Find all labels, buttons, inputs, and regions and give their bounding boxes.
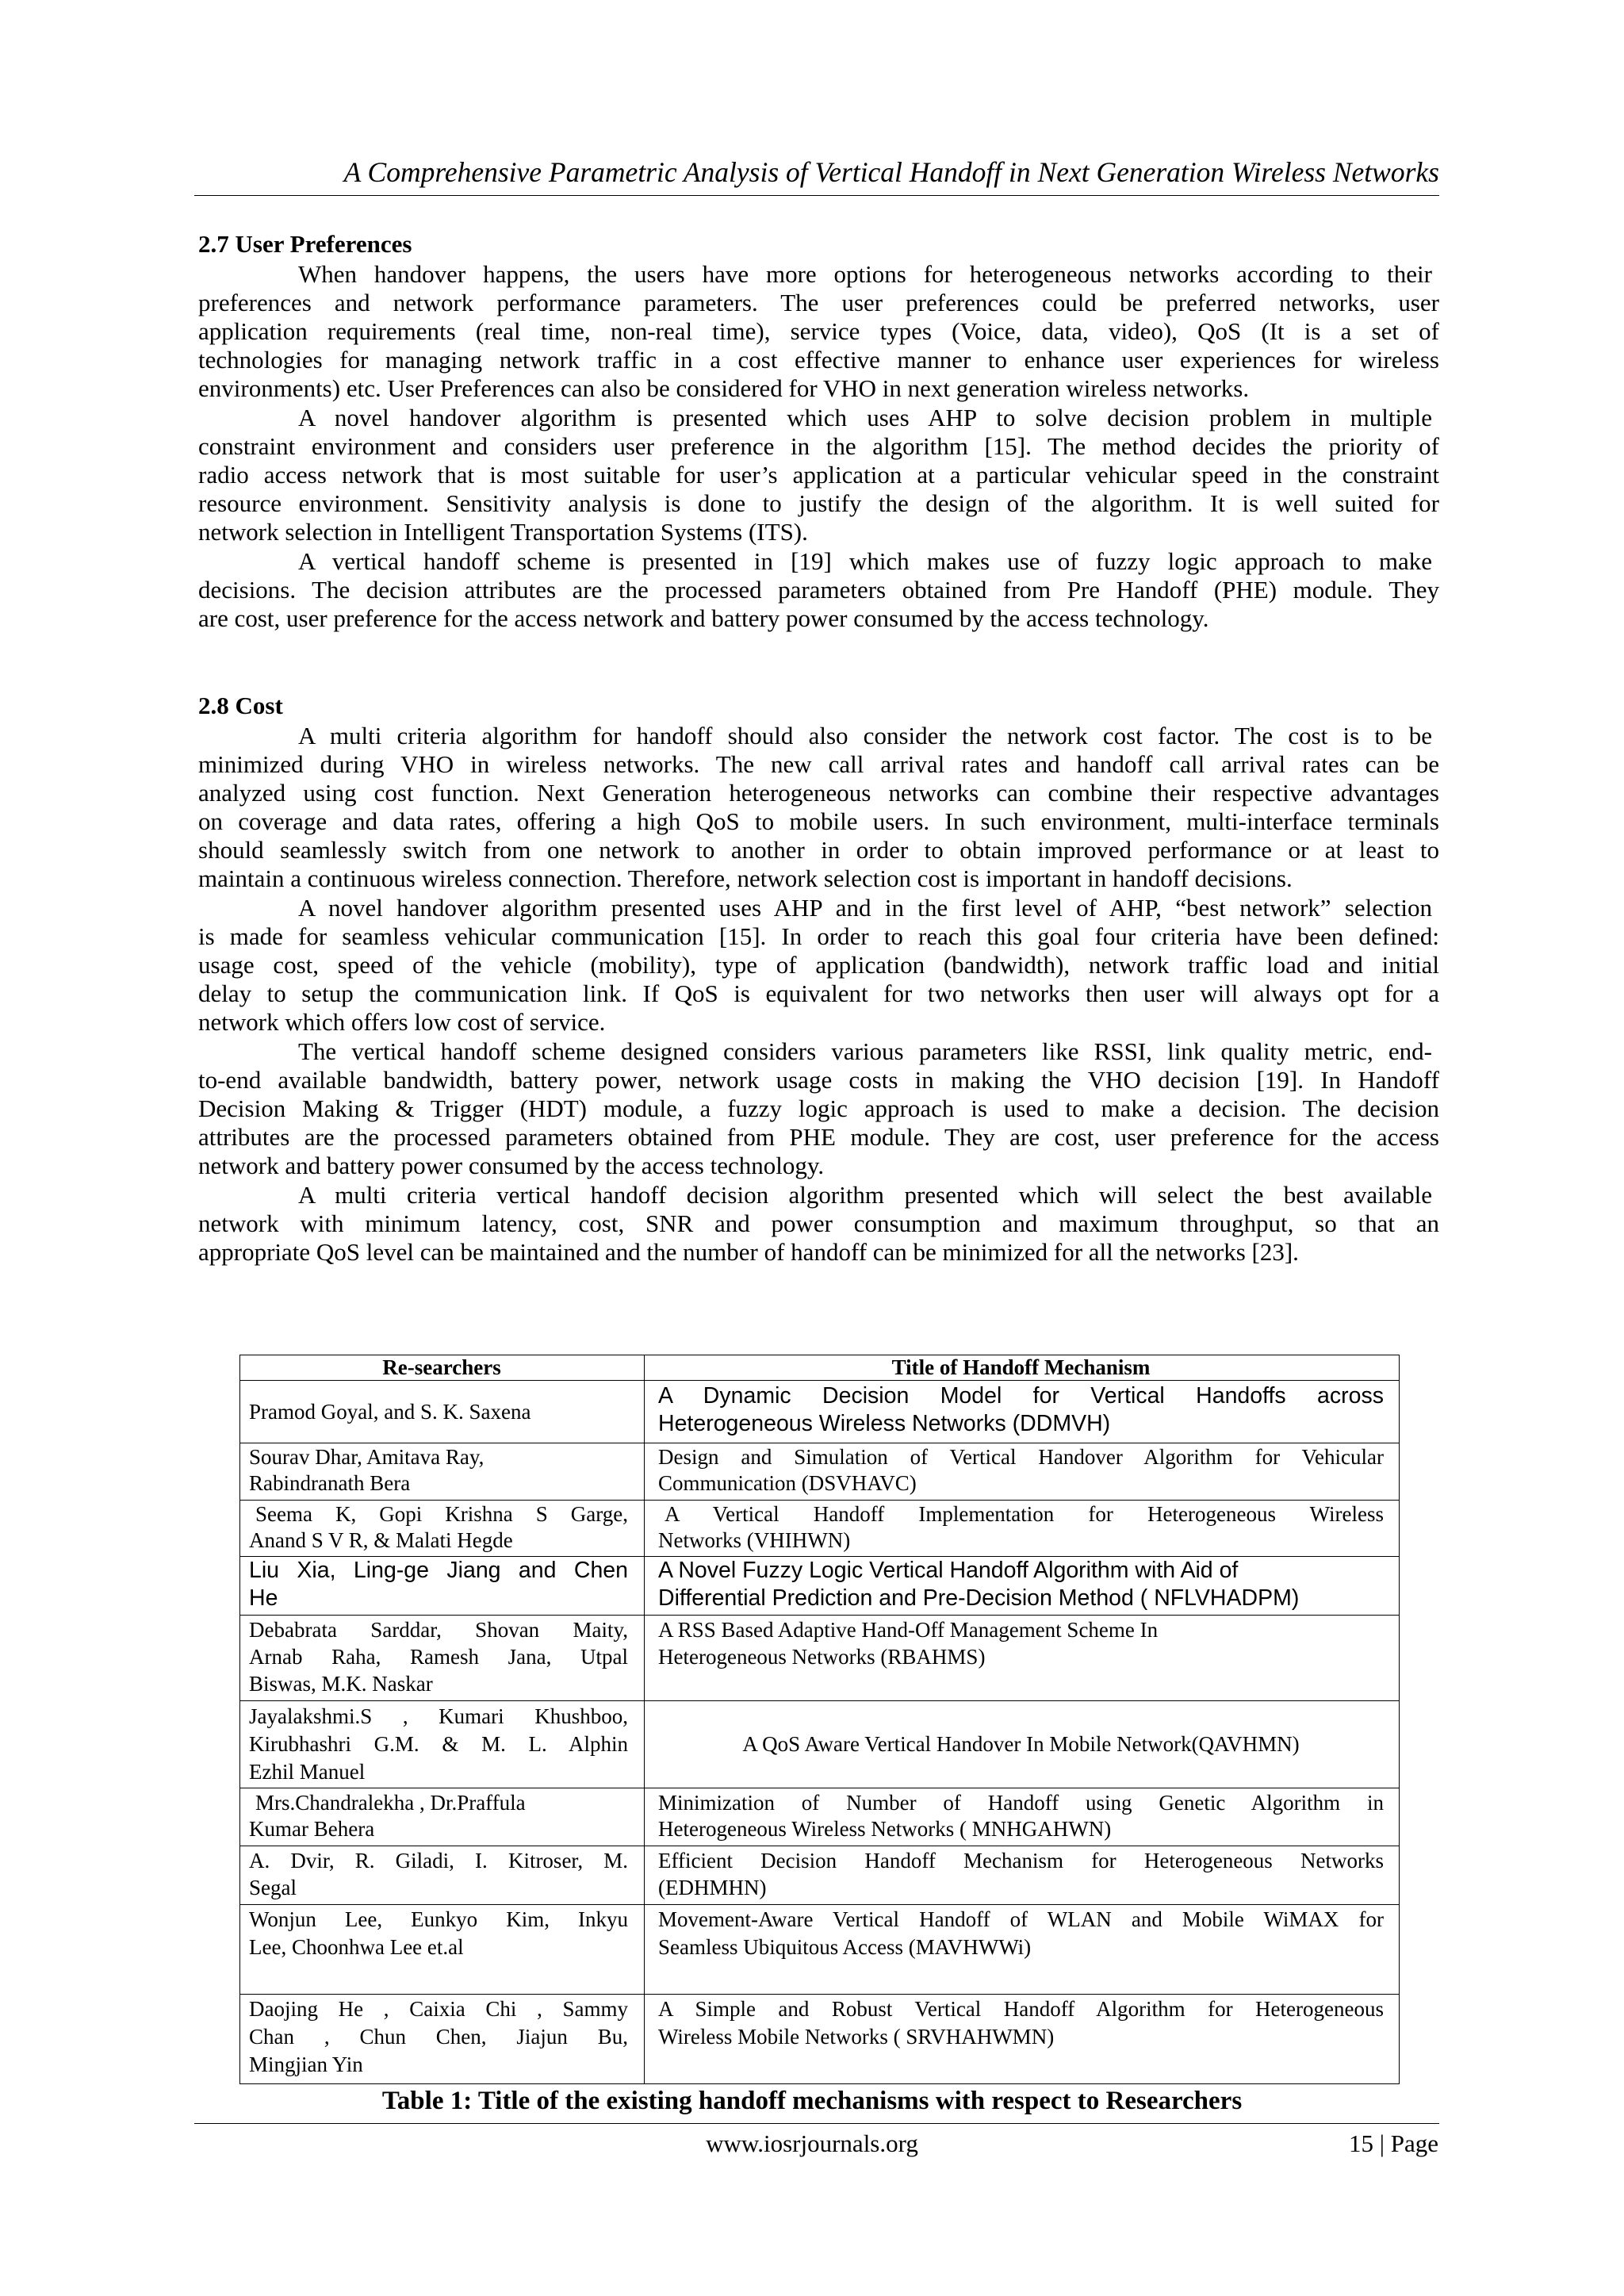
table-cell-title: Minimization of Number of Handoff using Genetic Algorithm in bbox=[658, 1791, 1384, 1815]
body-line: A multi criteria algorithm for handoff should also consider the network cost factor. The cost is to be bbox=[298, 722, 1432, 749]
table-cell-researchers: Wonjun Lee, Eunkyo Kim, Inkyu bbox=[249, 1907, 628, 1931]
table-cell-researchers: Mingjian Yin bbox=[249, 2053, 363, 2076]
body-line: network which offers low cost of service. bbox=[198, 1008, 606, 1036]
body-line: maintain a continuous wireless connection. Therefore, network selection cost is important in handoff decisions. bbox=[198, 864, 1293, 892]
table-cell-researchers: Sourav Dhar, Amitava Ray, bbox=[249, 1445, 485, 1469]
body-line: decisions. The decision attributes are the processed parameters obtained from Pre Handoff (PHE) module. They bbox=[198, 576, 1439, 604]
table-cell-title: Networks (VHIHWN) bbox=[658, 1528, 851, 1552]
running-title: A Comprehensive Parametric Analysis of Vertical Handoff in Next Generation Wireless Networks bbox=[343, 156, 1439, 188]
table-cell-title: Efficient Decision Handoff Mechanism for Heterogeneous Networks bbox=[658, 1849, 1384, 1872]
table-header-title: Title of Handoff Mechanism bbox=[891, 1355, 1151, 1379]
body-line: analyzed using cost function. Next Generation heterogeneous networks can combine their respective advantages bbox=[198, 779, 1439, 807]
table-cell-title: Heterogeneous Wireless Networks ( MNHGAHWN) bbox=[658, 1817, 1112, 1841]
table-cell-researchers: Mrs.Chandralekha , Dr.Praffula bbox=[255, 1791, 526, 1815]
table-cell-title: A RSS Based Adaptive Hand-Off Management Scheme In bbox=[658, 1618, 1159, 1642]
table-cell-title: Heterogeneous Wireless Networks (DDMVH) bbox=[658, 1411, 1111, 1436]
table-row-divider bbox=[239, 1700, 1400, 1701]
body-line: delay to setup the communication link. If QoS is equivalent for two networks then user will always opt for a bbox=[198, 979, 1439, 1007]
table-cell-researchers: Debabrata Sarddar, Shovan Maity, bbox=[249, 1618, 628, 1642]
body-line: to-end available bandwidth, battery power, network usage costs in making the VHO decision [19]. In Handoff bbox=[198, 1066, 1439, 1094]
body-line: on coverage and data rates, offering a high QoS to mobile users. In such environment, multi-interface terminals bbox=[198, 807, 1439, 835]
table-row-divider bbox=[239, 1500, 1400, 1501]
table-column-divider bbox=[644, 1355, 645, 2084]
body-line: radio access network that is most suitable for user’s application at a particular vehicular speed in the constraint bbox=[198, 461, 1439, 489]
table-cell-title: Design and Simulation of Vertical Handover Algorithm for Vehicular bbox=[658, 1445, 1384, 1469]
table-row-divider bbox=[239, 1556, 1400, 1557]
table-cell-researchers: Pramod Goyal, and S. K. Saxena bbox=[249, 1400, 531, 1424]
body-line: network selection in Intelligent Transportation Systems (ITS). bbox=[198, 518, 808, 546]
table-cell-researchers: He bbox=[249, 1585, 278, 1611]
body-line: preferences and network performance parameters. The user preferences could be preferred networks, user bbox=[198, 289, 1439, 316]
table-cell-researchers: Rabindranath Bera bbox=[249, 1471, 411, 1495]
page-number: 15 | Page bbox=[1349, 2129, 1438, 2157]
body-line: is made for seamless vehicular communication [15]. In order to reach this goal four criteria have been defined: bbox=[198, 922, 1439, 950]
body-line: appropriate QoS level can be maintained and the number of handoff can be minimized for all the networks [23]. bbox=[198, 1238, 1299, 1266]
table-cell-researchers: Arnab Raha, Ramesh Jana, Utpal bbox=[249, 1645, 628, 1669]
body-line: attributes are the processed parameters obtained from PHE module. They are cost, user preference for the access bbox=[198, 1123, 1439, 1151]
body-line: environments) etc. User Preferences can also be considered for VHO in next generation wireless networks. bbox=[198, 374, 1250, 402]
header-rule bbox=[194, 195, 1439, 196]
table-cell-researchers: A. Dvir, R. Giladi, I. Kitroser, M. bbox=[249, 1849, 628, 1872]
body-line: A novel handover algorithm is presented which uses AHP to solve decision problem in multiple bbox=[298, 404, 1432, 431]
body-line: The vertical handoff scheme designed considers various parameters like RSSI, link quality metric, end- bbox=[298, 1037, 1432, 1065]
footer-website: www.iosrjournals.org bbox=[706, 2129, 918, 2157]
table-cell-researchers: Kumar Behera bbox=[249, 1817, 375, 1841]
table-cell-title: Wireless Mobile Networks ( SRVHAHWMN) bbox=[658, 2025, 1055, 2049]
body-line: network with minimum latency, cost, SNR and power consumption and maximum throughput, so that an bbox=[198, 1209, 1439, 1237]
table-cell-title: Heterogeneous Networks (RBAHMS) bbox=[658, 1645, 986, 1669]
table-cell-researchers: Seema K, Gopi Krishna S Garge, bbox=[255, 1502, 628, 1526]
table-cell-researchers: Ezhil Manuel bbox=[249, 1760, 366, 1784]
table-cell-title: Differential Prediction and Pre-Decision Method ( NFLVHADPM) bbox=[658, 1585, 1300, 1611]
section-heading-user-preferences: 2.7 User Preferences bbox=[198, 230, 412, 258]
body-line: application requirements (real time, non-real time), service types (Voice, data, video), QoS (It is a set of bbox=[198, 317, 1439, 345]
footer-rule bbox=[194, 2123, 1439, 2124]
table-cell-researchers: Liu Xia, Ling-ge Jiang and Chen bbox=[249, 1558, 628, 1583]
table-cell-researchers: Biswas, M.K. Naskar bbox=[249, 1672, 433, 1696]
body-line: A vertical handoff scheme is presented in [19] which makes use of fuzzy logic approach to make bbox=[298, 547, 1432, 575]
table-cell-title: A Simple and Robust Vertical Handoff Algorithm for Heterogeneous bbox=[658, 1997, 1384, 2021]
table-cell-researchers: Jayalakshmi.S , Kumari Khushboo, bbox=[249, 1704, 628, 1728]
body-line: resource environment. Sensitivity analysis is done to justify the design of the algorithm. It is well suited for bbox=[198, 489, 1439, 517]
table-cell-title: Communication (DSVHAVC) bbox=[658, 1471, 917, 1495]
table-row-divider bbox=[239, 1904, 1400, 1905]
table-cell-researchers: Segal bbox=[249, 1876, 297, 1899]
table-cell-title: A Dynamic Decision Model for Vertical Handoffs across bbox=[658, 1383, 1384, 1409]
body-line: should seamlessly switch from one network to another in order to obtain improved performance or at least to bbox=[198, 836, 1439, 864]
body-line: are cost, user preference for the access network and battery power consumed by the access technology. bbox=[198, 604, 1209, 632]
table-cell-title: Movement-Aware Vertical Handoff of WLAN and Mobile WiMAX for bbox=[658, 1907, 1384, 1931]
table-row-divider bbox=[239, 1994, 1400, 1995]
table-cell-researchers: Daojing He , Caixia Chi , Sammy bbox=[249, 1997, 628, 2021]
body-line: When handover happens, the users have more options for heterogeneous networks according to their bbox=[298, 260, 1432, 288]
body-line: Decision Making & Trigger (HDT) module, a fuzzy logic approach is used to make a decision. The decision bbox=[198, 1094, 1439, 1122]
table-cell-title: A Vertical Handoff Implementation for Heterogeneous Wireless bbox=[665, 1502, 1384, 1526]
table-cell-title: A QoS Aware Vertical Handover In Mobile Network(QAVHMN) bbox=[742, 1732, 1300, 1756]
table-cell-title: A Novel Fuzzy Logic Vertical Handoff Algorithm with Aid of bbox=[658, 1558, 1239, 1583]
table-cell-title: (EDHMHN) bbox=[658, 1876, 767, 1899]
section-heading-cost: 2.8 Cost bbox=[198, 692, 283, 719]
table-header-researchers: Re-searchers bbox=[382, 1355, 501, 1379]
table-cell-title: Seamless Ubiquitous Access (MAVHWWi) bbox=[658, 1935, 1032, 1959]
table-cell-researchers: Lee, Choonhwa Lee et.al bbox=[249, 1935, 464, 1959]
body-line: technologies for managing network traffic in a cost effective manner to enhance user experiences for wireless bbox=[198, 346, 1439, 374]
table-caption: Table 1: Title of the existing handoff mechanisms with respect to Researchers bbox=[381, 2087, 1243, 2115]
body-line: A multi criteria vertical handoff decision algorithm presented which will select the best available bbox=[298, 1181, 1432, 1209]
body-line: network and battery power consumed by the access technology. bbox=[198, 1152, 825, 1179]
body-line: constraint environment and considers user preference in the algorithm [15]. The method decides the priority of bbox=[198, 432, 1439, 460]
body-line: usage cost, speed of the vehicle (mobility), type of application (bandwidth), network traffic load and initial bbox=[198, 951, 1439, 979]
body-line: A novel handover algorithm presented uses AHP and in the first level of AHP, “best network” selection bbox=[298, 894, 1432, 922]
table-cell-researchers: Kirubhashri G.M. & M. L. Alphin bbox=[249, 1732, 628, 1756]
table-row-divider bbox=[239, 1615, 1400, 1616]
table-cell-researchers: Anand S V R, & Malati Hegde bbox=[249, 1528, 513, 1552]
body-line: minimized during VHO in wireless networks. The new call arrival rates and handoff call arrival rates can be bbox=[198, 750, 1439, 778]
table-cell-researchers: Chan , Chun Chen, Jiajun Bu, bbox=[249, 2025, 628, 2049]
